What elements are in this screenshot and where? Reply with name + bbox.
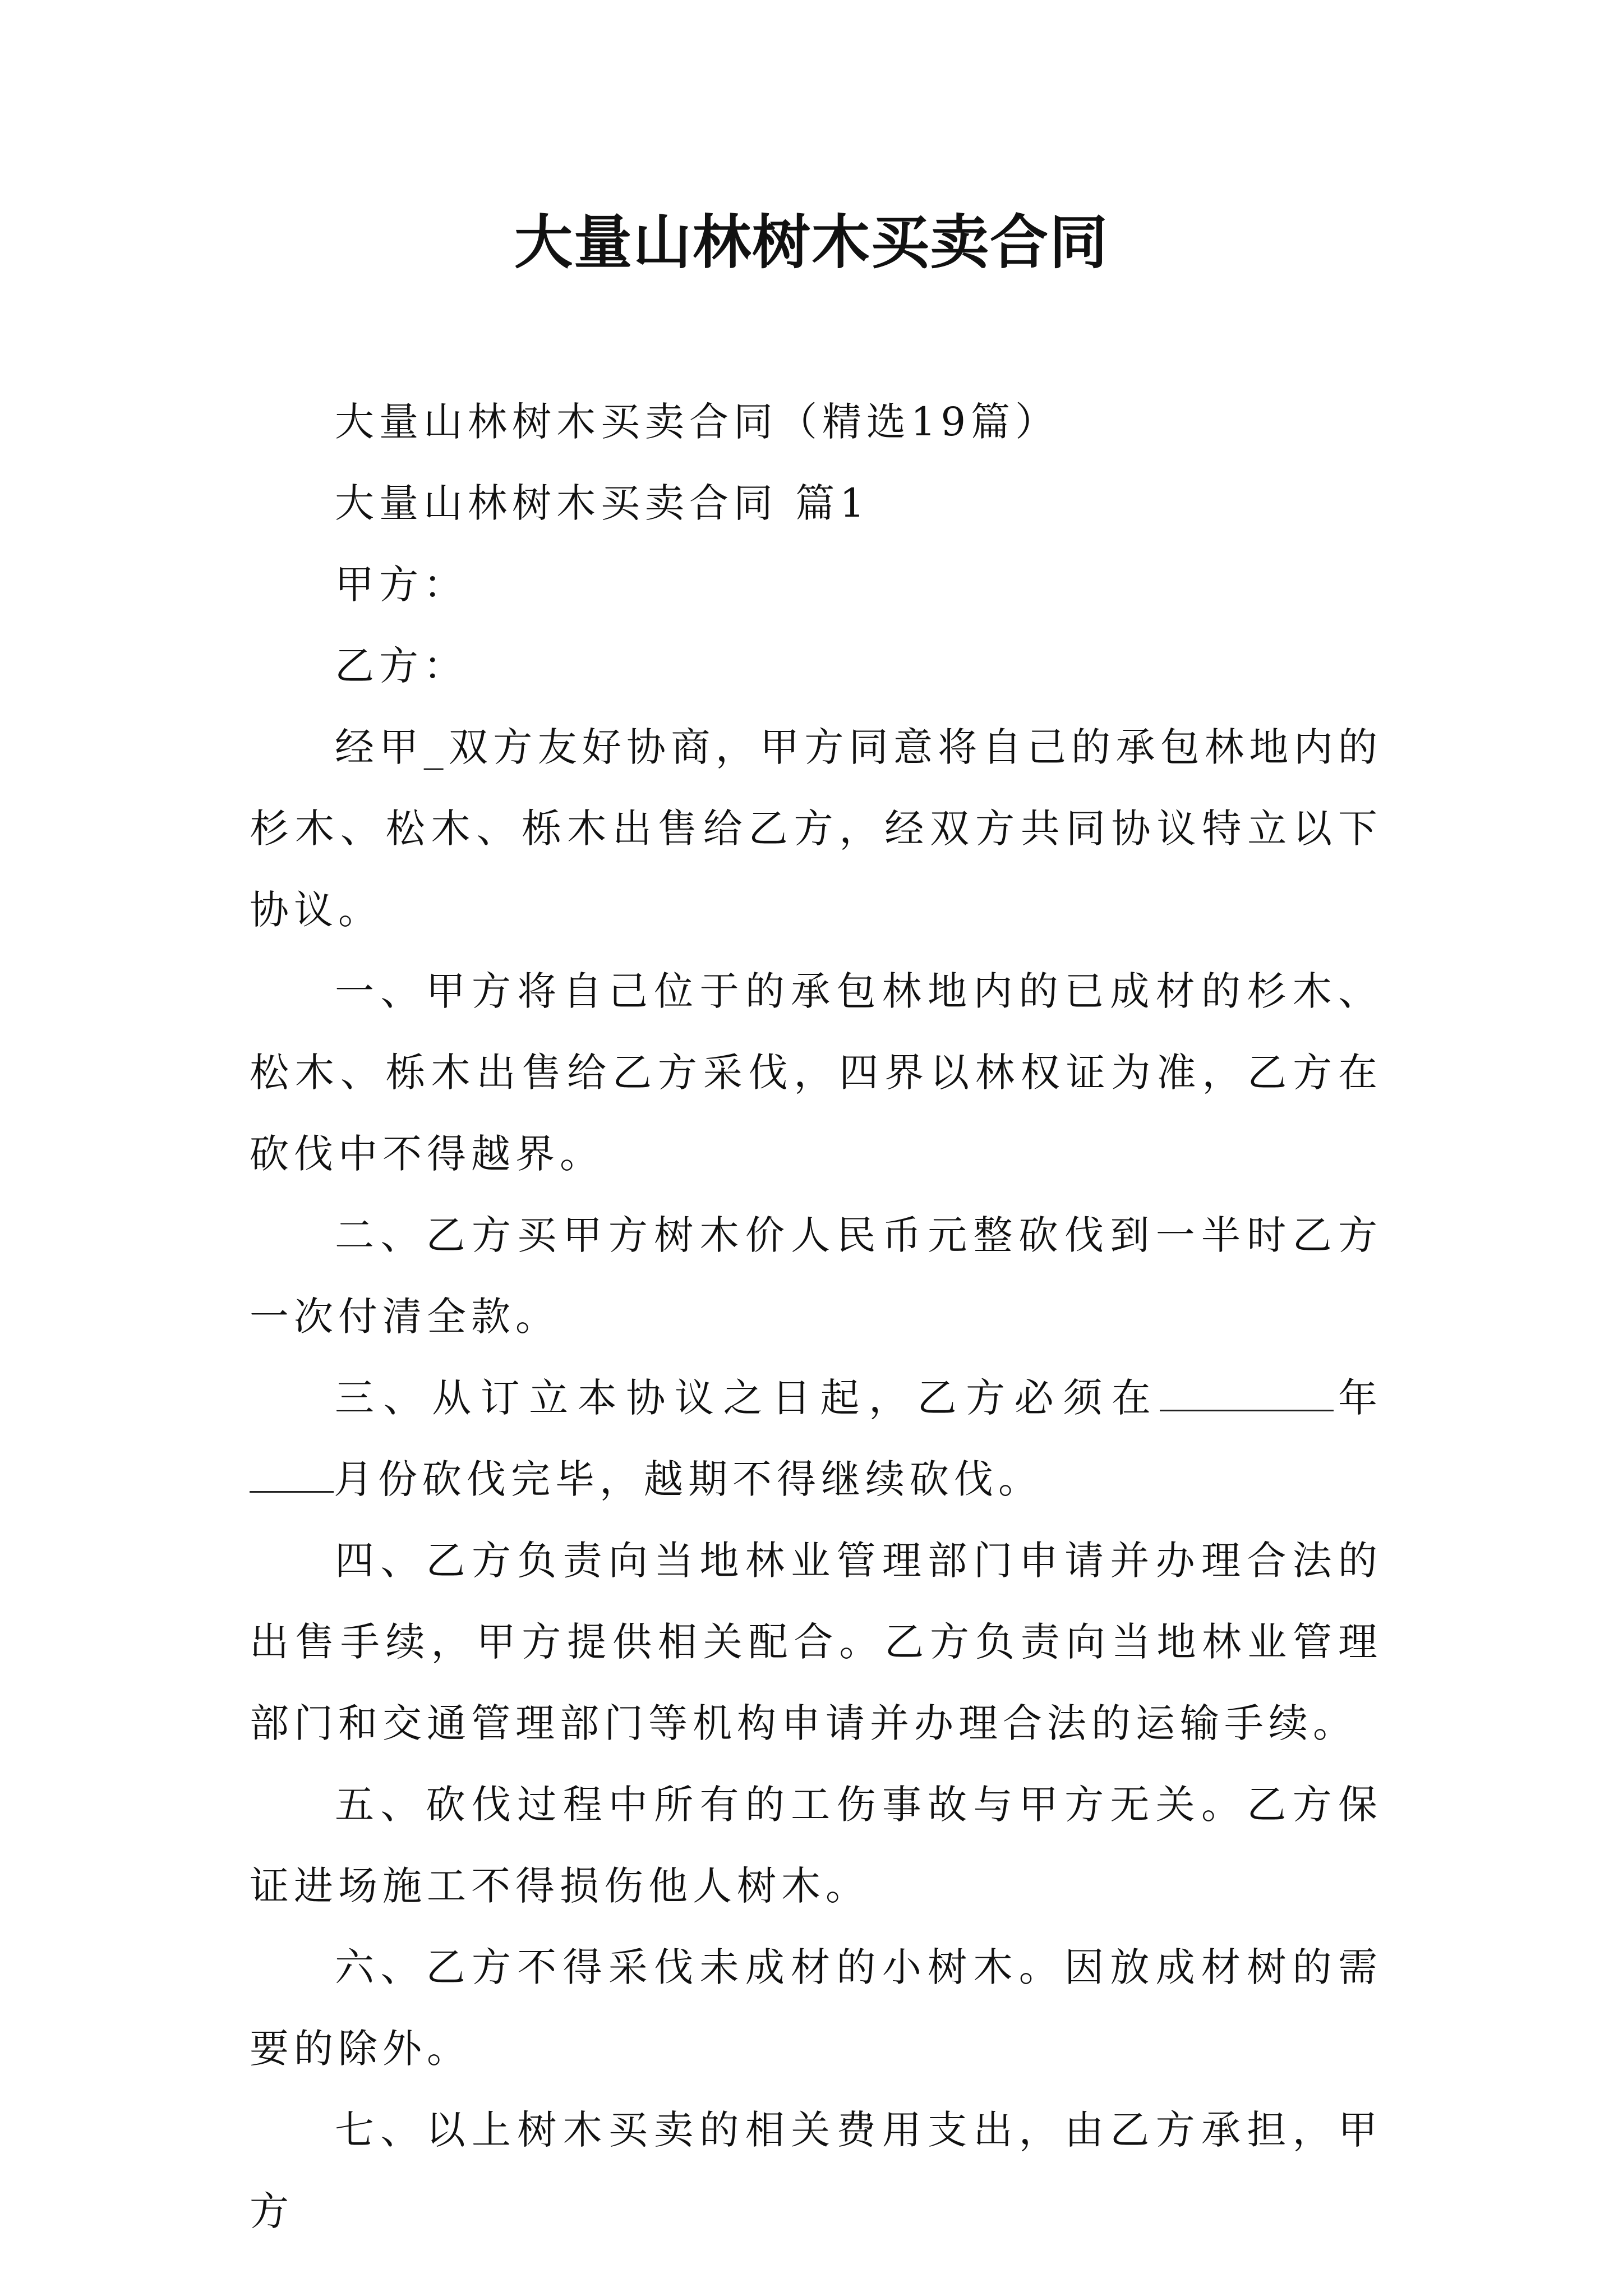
clause-3-year-label: 年 (1334, 1375, 1383, 1421)
clause-3-text-start: 三、从订立本协议之日起，乙方必须在 (335, 1375, 1160, 1421)
month-blank-line (250, 1456, 334, 1493)
intro-paragraph: 经甲_双方友好协商，甲方同意将自己的承包林地内的杉木、松木、栎木出售给乙方，经双方共同协议特立以下协议。 (250, 724, 1382, 933)
clause-3 (250, 1358, 1382, 1520)
clause-5: 五、砍伐过程中所有的工伤事故与甲方无关。乙方保证进场施工不得损伤他人树木。 (250, 1782, 1382, 1909)
clause-2: 二、乙方买甲方树木价人民币元整砍伐到一半时乙方一次付清全款。 (250, 1212, 1382, 1340)
party-b-line: 乙方： (335, 643, 468, 689)
document-body (250, 381, 1382, 2252)
section-heading: 大量山林树木买卖合同 篇1 (335, 480, 870, 526)
clause-7: 七、以上树木买卖的相关费用支出，由乙方承担，甲方 (250, 2107, 1382, 2234)
clause-3-text-end: 月份砍伐完毕，越期不得继续砍伐。 (334, 1456, 1043, 1502)
subtitle: 大量山林树木买卖合同（精选19篇） (335, 399, 1060, 445)
document-title: 大量山林树木买卖合同 (514, 208, 1109, 277)
clause-4: 四、乙方负责向当地林业管理部门申请并办理合法的出售手续，甲方提供相关配合。乙方负责向当地林业管理部门和交通管理部门等机构申请并办理合法的运输手续。 (250, 1538, 1382, 1746)
party-a-line: 甲方： (335, 562, 468, 608)
clause-6: 六、乙方不得采伐未成材的小树木。因放成材树的需要的除外。 (250, 1944, 1382, 2072)
year-blank-line (1160, 1374, 1334, 1411)
clause-1: 一、甲方将自己位于的承包林地内的已成材的杉木、松木、栎木出售给乙方采伐，四界以林权证为准，乙方在砍伐中不得越界。 (250, 968, 1382, 1177)
